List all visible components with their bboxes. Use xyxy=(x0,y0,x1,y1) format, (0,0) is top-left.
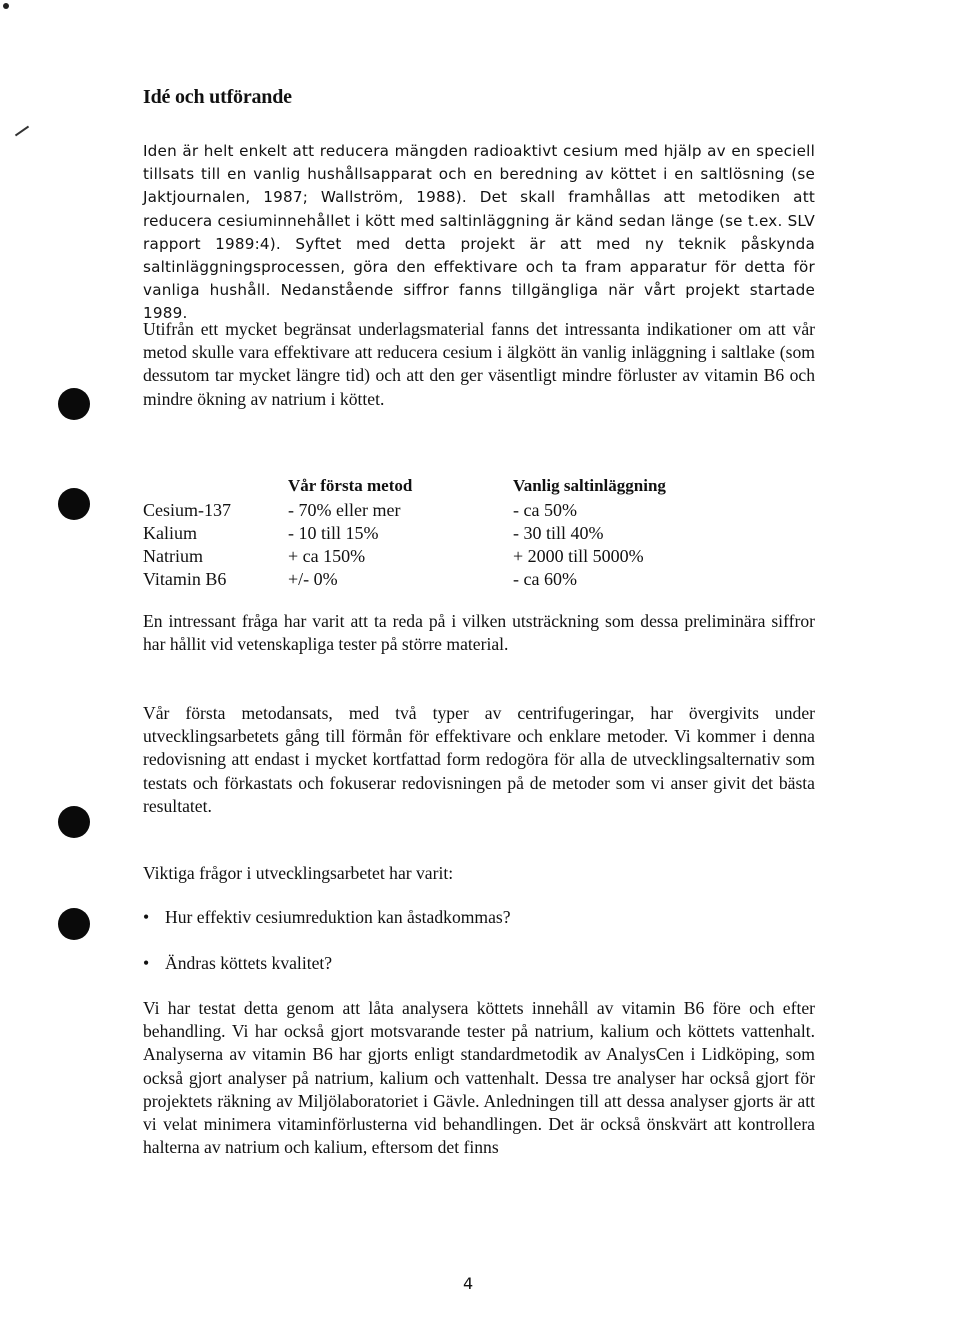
table-cell: - 10 till 15% xyxy=(288,523,379,543)
bullet-icon: • xyxy=(143,953,150,973)
table-header-cell: Vanlig saltinläggning xyxy=(513,476,666,495)
bullet-icon: • xyxy=(143,907,150,927)
list-item-text: Ändras köttets kvalitet? xyxy=(165,953,333,973)
paragraph-testing: Vi har testat detta genom att låta analysera köttets innehåll av vitamin B6 före och efter behandling. Vi har också gjort motsvarande tester på natrium, kalium och köttets vattenhalt. Analyserna av vitamin B6 har gjorts enligt standardmetodik av AnalysCen i Lidköping, som också gjort analyser på natrium, kalium och vattenhalt. Dessa tre analyser har också gjort för projektets räkning av Miljölaboratoriet i Gävle. Anledningen till att dessa analyser gjorts är att vi velat minimera vitaminförlusterna vid behandlingen. Det är också önskvärt att kontrollera halterna av natrium och kalium, eftersom det finns xyxy=(143,998,815,1158)
section-heading: Idé och utförande xyxy=(143,86,292,108)
scan-speck xyxy=(3,3,9,9)
binder-hole-3 xyxy=(58,806,90,838)
binder-hole-4 xyxy=(58,908,90,940)
table-cell: - ca 60% xyxy=(513,569,577,589)
paragraph-intro-sans: Iden är helt enkelt att reducera mängden radioaktivt cesium med hjälp av en speciell tillsats till en vanlig hushållsapparat och en beredning av köttet i en saltlösning (se Jaktjournalen, 1987; Wallström, 1988). Det skall framhållas att metodiken att reducera cesiuminnehållet i kött med saltinläggning är känd sedan länge (se t.ex. SLV rapport 1989:4). Syftet med detta projekt är att med ny teknik påskynda saltinläggningsprocessen, göra den effektivare och ta fram apparatur för detta för vanliga hushåll. Nedanstående siffror fanns tillgängliga när vårt projekt startade 1989. xyxy=(143,142,815,323)
table-cell: Cesium-137 xyxy=(143,500,231,520)
list-item-text: Hur effektiv cesiumreduktion kan åstadkommas? xyxy=(165,907,511,927)
table-cell: Natrium xyxy=(143,546,203,566)
paragraph-key-questions: Viktiga frågor i utvecklingsarbetet har varit: xyxy=(143,863,454,883)
table-cell: Kalium xyxy=(143,523,197,543)
table-cell: +/- 0% xyxy=(288,569,338,589)
page-number: 4 xyxy=(463,1274,474,1293)
paragraph-question: En intressant fråga har varit att ta reda på i vilken utsträckning som dessa preliminära siffror har hållit vid vetenskapliga tester på större material. xyxy=(143,611,815,655)
table-cell: Vitamin B6 xyxy=(143,569,227,589)
table-cell: + ca 150% xyxy=(288,546,366,566)
table-cell: - 70% eller mer xyxy=(288,500,401,520)
scan-mark xyxy=(15,126,29,137)
table-cell: - 30 till 40% xyxy=(513,523,604,543)
list-item xyxy=(143,907,511,928)
table-cell: + 2000 till 5000% xyxy=(513,546,644,566)
paragraph-method: Vår första metodansats, med två typer av centrifugeringar, har övergivits under utvecklingsarbetets gång till förmån för effektivare och enklare metoder. Vi kommer i denna redovisning att endast i mycket kortfattad form redogöra för alla de utvecklingsalternativ som testats och förkastats och fokuserar redovisningen på de metoder som vi anser givit det bästa resultatet. xyxy=(143,703,815,816)
binder-hole-2 xyxy=(58,488,90,520)
binder-hole-1 xyxy=(58,388,90,420)
paragraph-intro-serif: Utifrån ett mycket begränsat underlagsmaterial fanns det intressanta indikationer om att vår metod skulle vara effektivare att reducera cesium i älgkött än vanlig inläggning i saltlake (som dessutom tar mycket längre tid) och att den ger väsentligt mindre förluster av vitamin B6 och mindre ökning av natrium i köttet. xyxy=(143,319,815,409)
table-header-cell: Vår första metod xyxy=(288,476,413,495)
list-item xyxy=(143,953,332,974)
table-cell: - ca 50% xyxy=(513,500,577,520)
